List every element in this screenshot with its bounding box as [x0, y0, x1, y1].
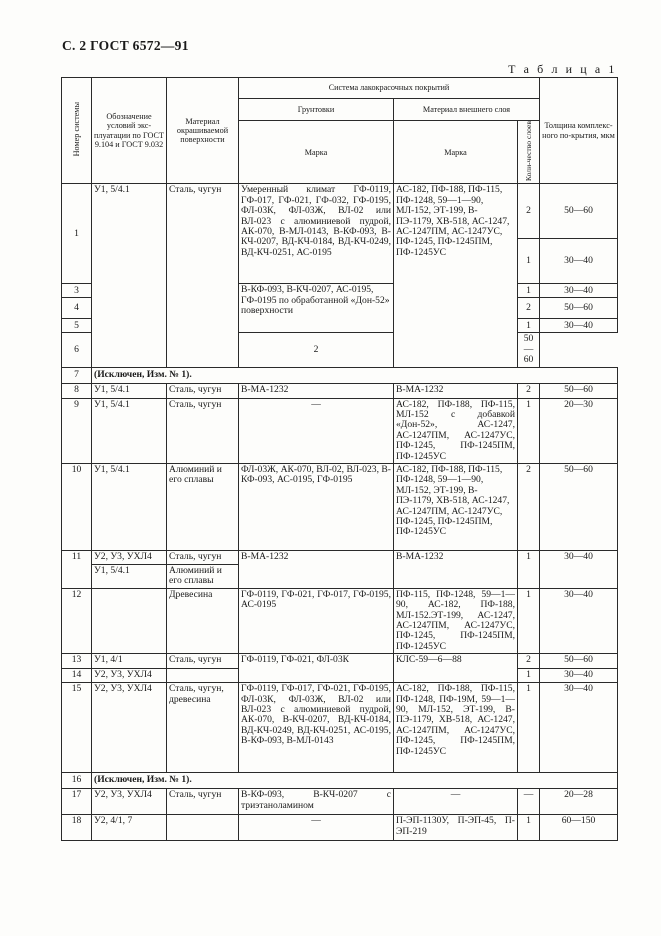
row-8-primer: В-МА-1232	[239, 383, 394, 398]
row-5-thickness: 30—40	[540, 319, 618, 333]
row-18-thickness: 60—150	[540, 815, 618, 841]
row-4-num: 4	[62, 298, 92, 319]
page-header: С. 2 ГОСТ 6572—91	[62, 38, 189, 53]
row-14-num: 14	[62, 669, 92, 683]
row-15-material: Сталь, чугун, древесина	[167, 683, 239, 773]
row-1-layers: 2	[518, 184, 540, 239]
row-10-outer: АС-182, ПФ-188, ПФ-115, ПФ-1248, 59—1—90, МЛ-152, ЭТ-199, В-ПЭ-1179, ХВ-518, АС-1247, АС-1247ПМ, АС-1247УС, ПФ-1245, ПФ-1245ПМ, ПФ-1245УС	[394, 463, 518, 550]
row-13-thickness: 50—60	[540, 654, 618, 669]
row-6-num: 6	[62, 333, 92, 367]
row-9-num: 9	[62, 398, 92, 463]
row-9-cond: У1, 5/4.1	[92, 398, 167, 463]
row-17-outer: —	[394, 789, 518, 815]
row-15-primer: ГФ-0119, ГФ-017, ГФ-021, ГФ-0195, ФЛ-03К, ФЛ-03Ж, ВЛ-02 или ВЛ-023 с алюминиевой пудрой, АК-070, В-КЧ-0207, ВД-КЧ-0184, ВД-КЧ-0249, ВД-КЧ-0251, АС-0195, В-КФ-093, В-МЛ-0143	[239, 683, 394, 773]
row-10-thickness: 50—60	[540, 463, 618, 550]
row-12-primer: ГФ-0119, ГФ-021, ГФ-017, ГФ-0195, АС-0195	[239, 588, 394, 653]
header-material: Материал окрашиваемой поверхности	[167, 78, 239, 184]
row-3-layers: 1	[518, 284, 540, 298]
row-13-outer: КЛС-59—6—88	[394, 654, 518, 683]
row-18-primer: —	[239, 815, 394, 841]
row-12-thickness: 30—40	[540, 588, 618, 653]
row-16-excluded: (Исключен, Изм. № 1).	[92, 773, 618, 789]
row-7-excluded: (Исключен, Изм. № 1).	[92, 367, 618, 383]
row-1-cond: У1, 5/4.1	[92, 184, 167, 367]
row-6-thickness: 50—60	[518, 333, 540, 367]
row-15-cond: У2, У3, УХЛ4	[92, 683, 167, 773]
row-14-thickness: 30—40	[540, 669, 618, 683]
row-3-thickness: 30—40	[540, 284, 618, 298]
header-thickness: Толщина комплекс-ного по-крытия, мкм	[540, 78, 618, 184]
row-5-layers: 1	[518, 319, 540, 333]
row-15-thickness: 30—40	[540, 683, 618, 773]
row-3-num: 3	[62, 284, 92, 298]
row-6-layers: 2	[239, 333, 394, 367]
row-9-outer: АС-182, ПФ-188, ПФ-115, МЛ-152 с добавкой «Дон-52», АС-1247, АС-1247ПМ, АС-1247УС, ПФ-1245, ПФ-1245ПМ, ПФ-1245УС	[394, 398, 518, 463]
row-9-primer: —	[239, 398, 394, 463]
row-8-layers: 2	[518, 383, 540, 398]
row-13-layers: 2	[518, 654, 540, 669]
row-2-layers: 1	[518, 239, 540, 284]
row-11-thickness: 30—40	[540, 550, 618, 588]
row-15-outer: АС-182, ПФ-188, ПФ-115, ПФ-1248, ПФ-19М, 59—1—90, МЛ-152, ЭТ-199, В-ПЭ-1179, ХВ-518, АС-1247, АС-1247ПМ, АС-1247УС, ПФ-1245, ПФ-1245ПМ, ПФ-1245УС	[394, 683, 518, 773]
header-brand-outer: Марка	[394, 121, 518, 184]
row-17-primer: В-КФ-093, В-КЧ-0207 с триэтаноламином	[239, 789, 394, 815]
row-12-layers: 1	[518, 588, 540, 653]
row-11-primer: В-МА-1232	[239, 550, 394, 588]
row-12-material: Древесина	[167, 588, 239, 653]
row-17-material: Сталь, чугун	[167, 789, 239, 815]
header-outer: Материал внешнего слоя	[394, 99, 540, 121]
row-1-thickness: 50—60	[540, 184, 618, 239]
row-1-material: Сталь, чугун	[167, 184, 239, 367]
row-14-cond: У2, У3, УХЛ4	[92, 669, 167, 683]
row-17-num: 17	[62, 789, 92, 815]
row-5-num: 5	[62, 319, 92, 333]
row-1-num: 1	[62, 184, 92, 284]
row-12-outer: ПФ-115, ПФ-1248, 59—1—90, АС-182, ПФ-188, МЛ-152.ЭТ-199, АС-1247, АС-1247ПМ, АС-1247УС, ПФ-1245, ПФ-1245ПМ, ПФ-1245УС	[394, 588, 518, 653]
row-1-primer: Умеренный климат ГФ-0119, ГФ-017, ГФ-021, ГФ-032, ГФ-0195, ФЛ-03К, ФЛ-03Ж, ВЛ-02 или ВЛ-023 с алюминиевой пудрой, АК-070, В-МЛ-0143, В-КФ-093, В-КЧ-0207, ВД-КЧ-0184, ВД-КЧ-0249, ВД-КЧ-0251, АС-0195	[239, 184, 394, 284]
row-4-thickness: 50—60	[540, 298, 618, 319]
row-11-cond-2: У1, 5/4.1	[92, 564, 167, 588]
header-layers: Коли-чество слоев	[518, 121, 540, 184]
row-10-primer: ФЛ-03Ж, АК-070, ВЛ-02, ВЛ-023, В-КФ-093, АС-0195, ГФ-0195	[239, 463, 394, 550]
row-12-cond	[92, 588, 167, 653]
row-18-num: 18	[62, 815, 92, 841]
row-11-layers: 1	[518, 550, 540, 588]
row-8-outer: В-МА-1232	[394, 383, 518, 398]
row-9-material: Сталь, чугун	[167, 398, 239, 463]
row-7-num: 7	[62, 367, 92, 383]
row-11-material-2: Алюминий и его сплавы	[167, 564, 239, 588]
row-10-layers: 2	[518, 463, 540, 550]
row-13-material: Сталь, чугун	[167, 654, 239, 669]
row-11-cond: У2, У3, УХЛ4	[92, 550, 167, 564]
row-18-cond: У2, 4/1, 7	[92, 815, 167, 841]
row-8-material: Сталь, чугун	[167, 383, 239, 398]
table-title: Т а б л и ц а 1	[508, 62, 617, 76]
row-10-cond: У1, 5/4.1	[92, 463, 167, 550]
header-num: Номер системы	[62, 78, 92, 184]
row-14-material	[167, 669, 239, 683]
row-1-outer: АС-182, ПФ-188, ПФ-115, ПФ-1248, 59—1—90, МЛ-152, ЭТ-199, В-ПЭ-1179, ХВ-518, АС-1247, АС-1247ПМ, АС-1247УС, ПФ-1245, ПФ-1245ПМ, ПФ-1245УС	[394, 184, 518, 367]
header-system: Система лакокрасочных покрытий	[239, 78, 540, 99]
row-18-material	[167, 815, 239, 841]
row-17-cond: У2, У3, УХЛ4	[92, 789, 167, 815]
row-4-layers: 2	[518, 298, 540, 319]
row-11-outer: В-МА-1232	[394, 550, 518, 588]
row-2-thickness: 30—40	[540, 239, 618, 284]
row-15-layers: 1	[518, 683, 540, 773]
row-13-primer: ГФ-0119, ГФ-021, ФЛ-03К	[239, 654, 394, 683]
row-13-num: 13	[62, 654, 92, 669]
row-18-layers: 1	[518, 815, 540, 841]
row-9-thickness: 20—30	[540, 398, 618, 463]
row-3-primer: В-КФ-093, В-КЧ-0207, АС-0195, ГФ-0195 по обработанной «Дон-52» поверхности	[239, 284, 394, 333]
row-10-material: Алюминий и его сплавы	[167, 463, 239, 550]
header-brand-primer: Марка	[239, 121, 394, 184]
row-8-num: 8	[62, 383, 92, 398]
row-11-material: Сталь, чугун	[167, 550, 239, 564]
row-17-layers: —	[518, 789, 540, 815]
row-11-num: 11	[62, 550, 92, 588]
header-primers: Грунтовки	[239, 99, 394, 121]
row-13-cond: У1, 4/1	[92, 654, 167, 669]
row-18-outer: П-ЭП-1130У, П-ЭП-45, П-ЭП-219	[394, 815, 518, 841]
row-8-thickness: 50—60	[540, 383, 618, 398]
row-10-num: 10	[62, 463, 92, 550]
row-14-layers: 1	[518, 669, 540, 683]
row-8-cond: У1, 5/4.1	[92, 383, 167, 398]
row-9-layers: 1	[518, 398, 540, 463]
row-16-num: 16	[62, 773, 92, 789]
coatings-table	[61, 77, 618, 841]
row-15-num: 15	[62, 683, 92, 773]
row-12-num: 12	[62, 588, 92, 653]
row-17-thickness: 20—28	[540, 789, 618, 815]
header-cond: Обозначение условий экс-плуатации по ГОСТ 9.104 и ГОСТ 9.032	[92, 78, 167, 184]
